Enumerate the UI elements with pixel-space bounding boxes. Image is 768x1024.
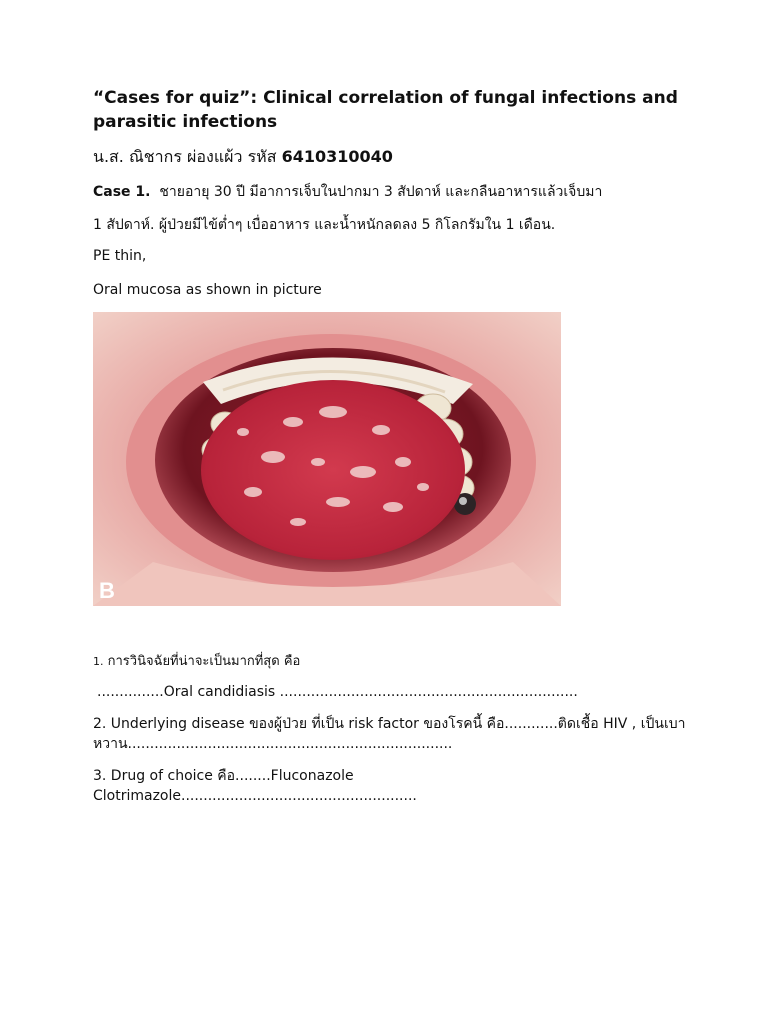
oral-candidiasis-photo: [93, 312, 561, 606]
question-1: [93, 650, 728, 671]
question-2: 2. Underlying disease ของผู้ป่วย ที่เป็น risk factor ของโรคนี้ คือ............ติดเชื้อ HIV , เป็นเบาหวาน.........................................................................: [93, 716, 686, 752]
answer-1: ...............Oral candidiasis ...................................................................: [97, 684, 578, 700]
document-title: “Cases for quiz”: Clinical correlation of fungal infections and parasitic infections: [93, 88, 678, 132]
case-line-2: 1 สัปดาห์. ผู้ป่วยมีไข้ต่ำๆ เบื่ออาหาร และน้ำหนักลดลง 5 กิโลกรัมใน 1 เดือน.: [93, 217, 556, 233]
oral-photo-illustration: [93, 312, 561, 606]
panel-letter: B: [99, 578, 115, 603]
physical-exam: PE thin,: [93, 248, 147, 264]
author-line: [93, 146, 728, 168]
student-id: 6410310040: [281, 147, 393, 166]
oral-mucosa-note: Oral mucosa as shown in picture: [93, 282, 322, 298]
case-line-1: [93, 182, 728, 202]
case-label: Case 1.: [93, 184, 151, 200]
question-3: [93, 766, 728, 806]
question-3-line-2: Clotrimazole.....................................................: [93, 788, 417, 804]
case-description-1: ชายอายุ 30 ปี มีอาการเจ็บในปากมา 3 สัปดาห์ และกลืนอาหารแล้วเจ็บมา: [159, 184, 603, 200]
author-name: น.ส. ณิชากร ผ่องแผ้ว รหัส: [93, 147, 277, 166]
question-3-line-1: 3. Drug of choice คือ........Fluconazole: [93, 768, 354, 784]
question-1-number: 1.: [93, 655, 104, 668]
question-1-text: การวินิจฉัยที่น่าจะเป็นมากที่สุด คือ: [103, 654, 301, 669]
